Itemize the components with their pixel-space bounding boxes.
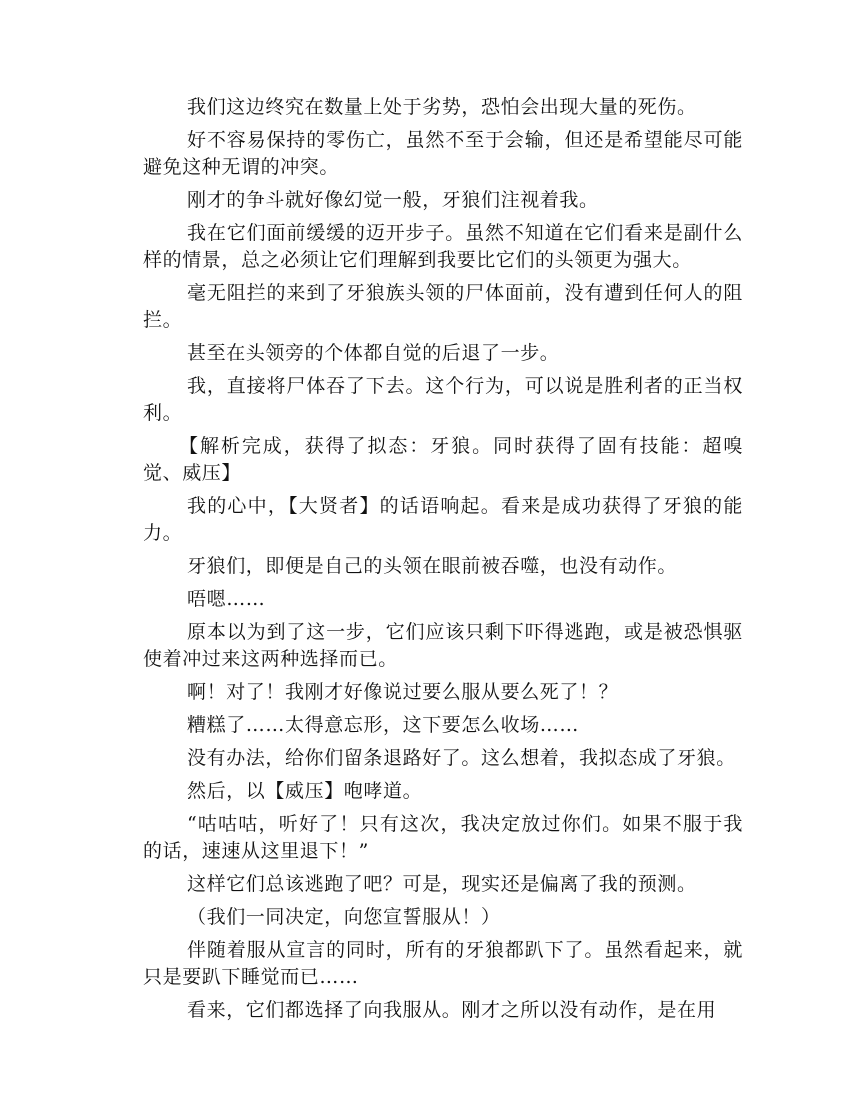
dialogue-paragraph: “咕咕咕，听好了！只有这次，我决定放过你们。如果不服于我的话，速速从这里退下！” xyxy=(143,813,743,862)
paragraph: 看来，它们都选择了向我服从。刚才之所以没有动作，是在用 xyxy=(187,999,717,1021)
paragraph: 我们这边终究在数量上处于劣势，恐怕会出现大量的死伤。 xyxy=(187,96,697,118)
paragraph: 好不容易保持的零伤亡，虽然不至于会输，但还是希望能尽可能避免这种无谓的冲突。 xyxy=(143,129,743,178)
paragraph: 我的心中，【大贤者】的话语响起。看来是成功获得了牙狼的能力。 xyxy=(143,495,743,544)
paragraph: 我在它们面前缓缓的迈开步子。虽然不知道在它们看来是副什么样的情景，总之必须让它们理解到我要比它们的头领更为强大。 xyxy=(143,222,743,271)
paragraph: 刚才的争斗就好像幻觉一般，牙狼们注视着我。 xyxy=(187,189,599,211)
system-message: 【解析完成，获得了拟态：牙狼。同时获得了固有技能：超嗅觉、威压】 xyxy=(143,435,743,484)
paragraph: 糟糕了……太得意忘形，这下要怎么收场…… xyxy=(187,714,580,736)
paragraph: 啊！对了！我刚才好像说过要么服从要么死了！？ xyxy=(187,681,619,703)
paragraph: 牙狼们，即便是自己的头领在眼前被吞噬，也没有动作。 xyxy=(187,555,678,577)
paragraph: 伴随着服从宣言的同时，所有的牙狼都趴下了。虽然看起来，就只是要趴下睡觉而已…… xyxy=(143,939,743,988)
telepathic-message: （我们一同决定，向您宣誓服从！） xyxy=(187,906,501,928)
paragraph: 然后，以【威压】咆哮道。 xyxy=(187,780,423,802)
paragraph: 我，直接将尸体吞了下去。这个行为，可以说是胜利者的正当权利。 xyxy=(143,375,743,424)
paragraph: 原本以为到了这一步，它们应该只剩下吓得逃跑，或是被恐惧驱使着冲过来这两种选择而已。 xyxy=(143,621,743,670)
paragraph: 毫无阻拦的来到了牙狼族头领的尸体面前，没有遭到任何人的阻拦。 xyxy=(143,282,743,331)
paragraph: 甚至在头领旁的个体都自觉的后退了一步。 xyxy=(187,342,560,364)
paragraph: 没有办法，给你们留条退路好了。这么想着，我拟态成了牙狼。 xyxy=(187,747,736,769)
paragraph: 这样它们总该逃跑了吧？可是，现实还是偏离了我的预测。 xyxy=(187,873,697,895)
document-body xyxy=(143,94,743,1030)
paragraph: 唔嗯…… xyxy=(187,588,266,610)
